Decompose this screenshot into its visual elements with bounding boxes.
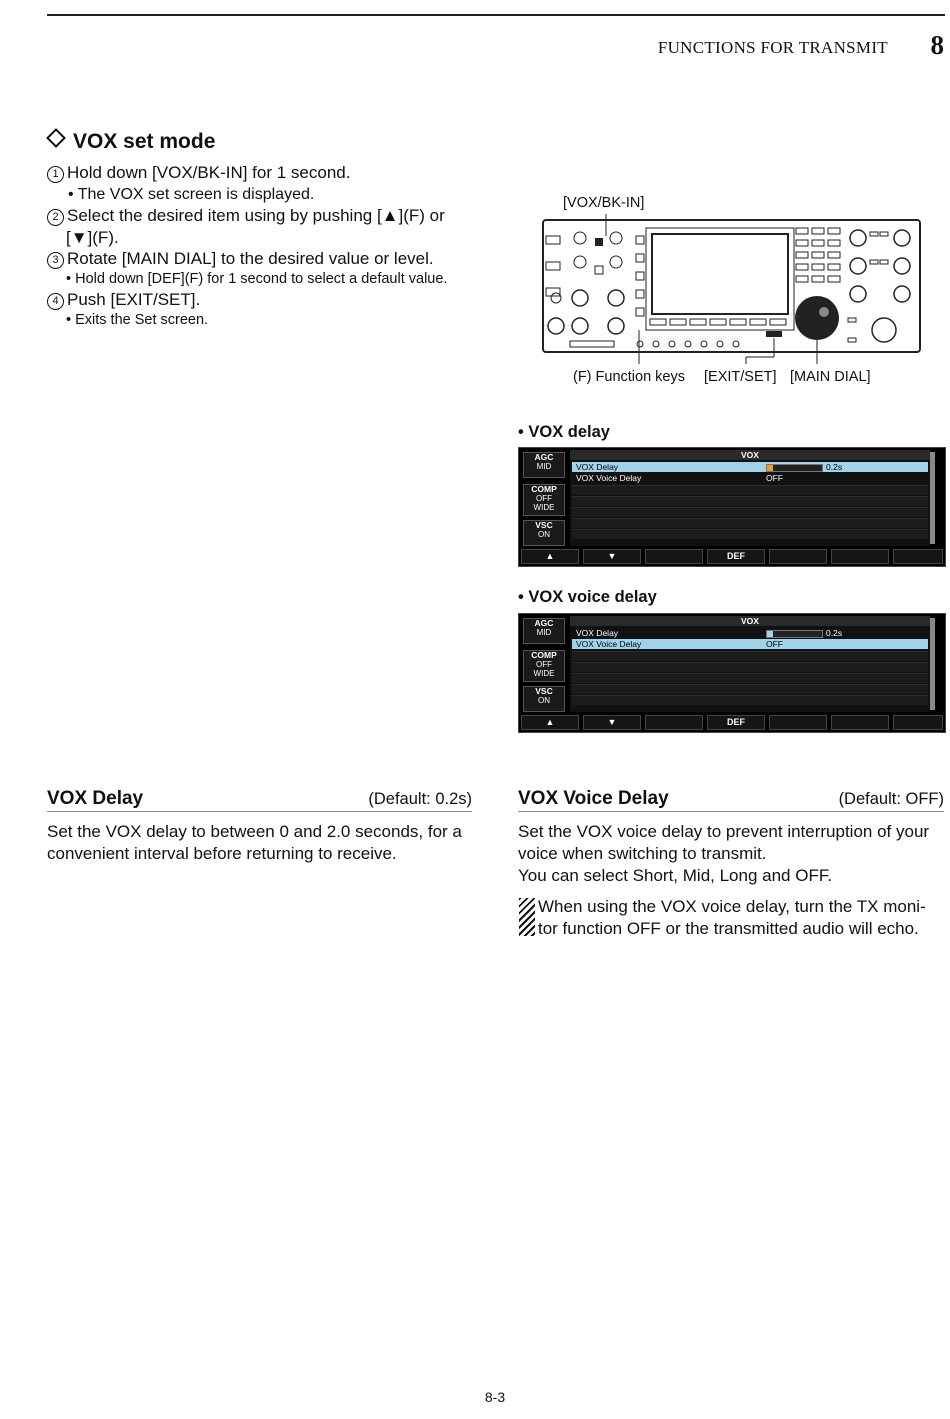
divider [47,811,472,812]
level-bar [766,630,823,638]
f6-key[interactable] [831,549,889,564]
agc-key[interactable]: AGC MID [523,452,565,478]
note-line-1: When using the VOX voice delay, turn the TX moni- [538,897,926,916]
label-function-keys: (F) Function keys [573,369,685,385]
agc-key[interactable]: AGC MID [523,618,565,644]
comp-key[interactable]: COMP OFF WIDE [523,650,565,682]
top-rule [47,14,945,16]
step-4-sub: • Exits the Set screen. [66,312,209,328]
vox-header: VOX [570,616,930,626]
f5-key[interactable] [769,715,827,730]
vsc-key[interactable]: VSC ON [523,686,565,712]
vox-voice-delay-line-1: Set the VOX voice delay to prevent interruption of your [518,822,930,841]
scrollbar[interactable] [930,452,935,544]
vox-delay-row[interactable]: VOX Delay 0.2s [572,462,928,472]
chapter-title: FUNCTIONS FOR TRANSMIT [657,38,888,57]
note-icon [519,898,535,936]
vox-voice-delay-line-2: voice when switching to transmit. [518,844,767,863]
vox-delay-default: (Default: 0.2s) [368,790,472,808]
f3-key[interactable] [645,715,703,730]
vox-header: VOX [570,450,930,460]
vox-voice-delay-default: (Default: OFF) [838,790,944,808]
level-fill [767,631,773,637]
vox-voice-delay-line-3: You can select Short, Mid, Long and OFF. [518,866,833,885]
caption-vox-delay: • VOX delay [518,423,610,441]
level-fill [767,465,773,471]
divider [518,811,944,812]
step-1: 1 Hold down [VOX/BK-IN] for 1 second. [47,162,350,183]
vox-delay-line-1: Set the VOX delay to between 0 and 2.0 seconds, for a [47,822,462,841]
def-key[interactable]: DEF [707,715,765,730]
radio-front-panel [540,214,924,364]
down-key[interactable]: ▼ [583,715,641,730]
label-main-dial: [MAIN DIAL] [790,369,871,385]
up-key[interactable]: ▲ [521,715,579,730]
up-key[interactable]: ▲ [521,549,579,564]
step-2: 2 Select the desired item using by pushing [▲](F) or [47,205,445,226]
f5-key[interactable] [769,549,827,564]
f7-key[interactable] [893,549,943,564]
vsc-key[interactable]: VSC ON [523,520,565,546]
label-exit-set: [EXIT/SET] [704,369,777,385]
page-number: 8-3 [484,1389,506,1405]
diamond-icon [46,128,66,148]
vox-voice-delay-row[interactable]: VOX Voice Delay OFF [576,473,783,483]
note-line-2: tor function OFF or the transmitted audio will echo. [538,919,919,938]
vox-voice-delay-row[interactable]: VOX Voice Delay OFF [572,639,928,649]
scrollbar[interactable] [930,618,935,710]
step-2-cont: [▼](F). [66,228,119,247]
vox-delay-row[interactable]: VOX Delay 0.2s [576,628,843,638]
caption-vox-voice-delay: • VOX voice delay [518,588,657,606]
step-3-sub: • Hold down [DEF](F) for 1 second to select a default value. [66,271,448,287]
step-3: 3 Rotate [MAIN DIAL] to the desired value or level. [47,248,434,269]
def-key[interactable]: DEF [707,549,765,564]
down-key[interactable]: ▼ [583,549,641,564]
comp-key[interactable]: COMP OFF WIDE [523,484,565,516]
f6-key[interactable] [831,715,889,730]
step-1-sub: • The VOX set screen is displayed. [68,186,315,203]
f7-key[interactable] [893,715,943,730]
vox-delay-heading: VOX Delay [47,788,144,809]
level-bar [766,464,823,472]
vox-voice-delay-heading: VOX Voice Delay [518,788,669,809]
label-vox-bk-in: [VOX/BK-IN] [563,195,645,211]
section-title: VOX set mode [47,130,215,154]
step-4: 4 Push [EXIT/SET]. [47,289,200,310]
vox-voice-delay-screen [518,613,946,733]
f3-key[interactable] [645,549,703,564]
vox-delay-line-2: convenient interval before returning to receive. [47,844,397,863]
vox-delay-screen [518,447,946,567]
chapter-number: 8 [930,30,944,60]
